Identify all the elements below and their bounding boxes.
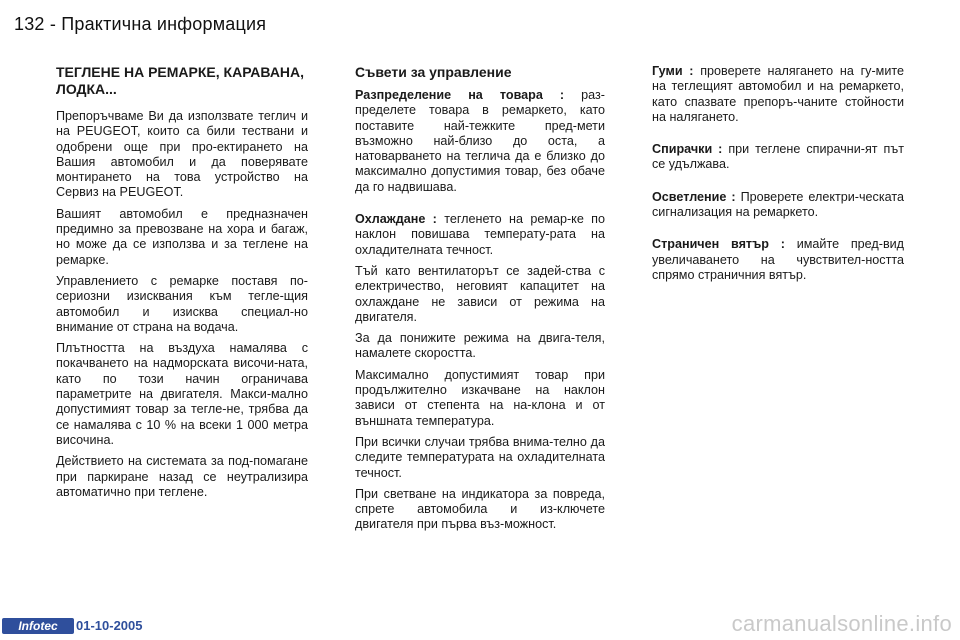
lights-label: Осветление : [652, 189, 736, 204]
tyres-label: Гуми : [652, 64, 694, 78]
lights-paragraph [652, 190, 904, 221]
crosswind-paragraph [652, 237, 904, 283]
tyres-paragraph [652, 64, 904, 125]
page-header: 132 - Практична информация [14, 14, 267, 34]
towing-heading: ТЕГЛЕНЕ НА РЕМАРКЕ, КАРАВАНА, ЛОДКА... [56, 64, 305, 97]
cooling-label: Охлаждане : [355, 212, 437, 227]
column-driving-tips [355, 64, 605, 539]
load-distribution-text: раз-пределете товара в ремаркето, като поставите най-тежките пред-мети възможно най-близо до оста, а натоварването на теглича да е близко до максимално допустимия товар, без обаче да го надвишава. [355, 88, 605, 194]
crosswind-label: Страничен вятър : [652, 237, 785, 252]
footer-date: 01-10-2005 [76, 618, 143, 633]
brakes-paragraph [652, 142, 904, 173]
paragraph: Препоръчваме Ви да използвате теглич и на PEUGEOT, които са били тествани и одобрени още при про-ектирането на Вашия автомобил и да поверявате монтирането на това устройство на Сервиз на PEUGEOT. [56, 109, 308, 200]
column-checks [652, 64, 904, 289]
cooling-text: тегленето на ремар-ке по наклон повишава температу-рата на охладителната течност. [355, 212, 605, 257]
paragraph: Действието на системата за под-помагане при паркиране назад се неутрализира автоматично при теглене. [56, 454, 308, 499]
lights-text: Проверете електри-ческата сигнализация на ремаркето. [652, 189, 904, 220]
paragraph: Управлението с ремарке поставя по-сериозни изисквания към тегле-щия автомобил и изисква специал-но внимание от страна на водача. [56, 273, 308, 334]
cooling-paragraph [355, 212, 605, 258]
paragraph: Тъй като вентилаторът се задей-ства с електричество, неговият капацитет на охлаждане не зависи от режима на двигателя. [355, 263, 605, 324]
paragraph: Вашият автомобил е предназначен предимно за превозване на хора и багаж, но може да се използва и за теглене на ремарке. [56, 206, 308, 267]
paragraph: Плътността на въздуха намалява с покачването на надморската височи-ната, като по този начин ограничава параметрите на двигателя. Макси-мално допустимият товар за тегле-не, трябва да се намалява с 10 % на всеки 1 000 метра височина. [56, 341, 308, 447]
paragraph: За да понижите режима на двига-теля, намалете скоростта. [355, 331, 605, 361]
tyres-text: проверете налягането на гу-мите на теглещият автомобил и на ремаркето, като спазвате препоръ-чаните стойности на налягането. [652, 64, 904, 124]
paragraph: Максимално допустимият товар при продължително изкачване на наклон зависи от степента на на-клона и от външната температура. [355, 367, 605, 428]
load-distribution-label: Разпределение на товара : [355, 88, 565, 102]
crosswind-text: имайте пред-вид увеличаването на чувствител-ността спрямо страничния вятър. [652, 237, 905, 282]
driving-tips-heading: Съвети за управление [355, 64, 512, 80]
paragraph: При всички случаи трябва внима-телно да следите температурата на охладителната течност. [355, 434, 605, 480]
column-towing [56, 64, 308, 506]
brakes-label: Спирачки : [652, 142, 723, 157]
infotec-badge: Infotec [2, 618, 74, 634]
paragraph: При светване на индикатора за повреда, спрете автомобила и из-ключете двигателя при първа въз-можност. [355, 486, 605, 532]
watermark: carmanualsonline.info [731, 611, 952, 636]
brakes-text: при теглене спирачни-ят път се удължава. [652, 142, 904, 172]
load-distribution-paragraph [355, 88, 605, 195]
